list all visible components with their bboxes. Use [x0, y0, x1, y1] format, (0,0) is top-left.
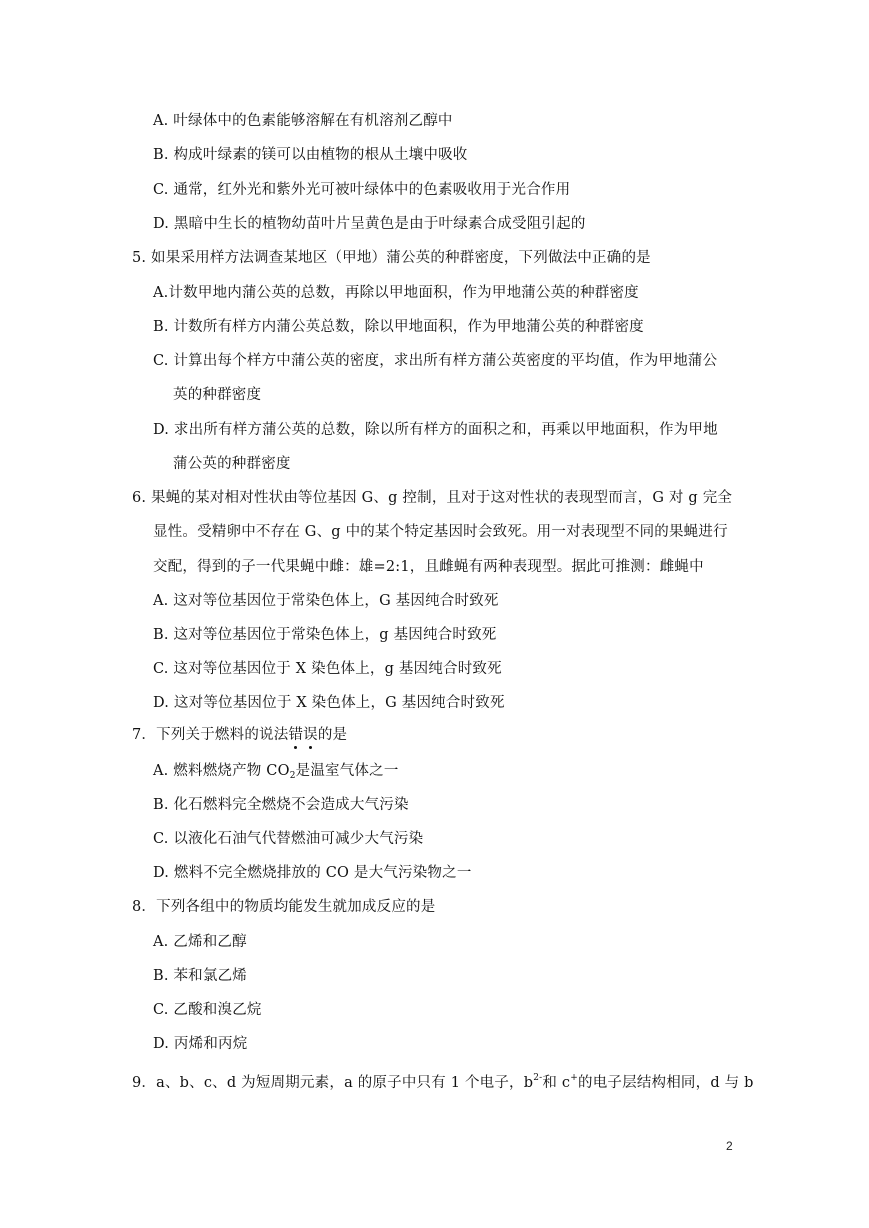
q6-stem-line1: 6. 果蝇的某对相对性状由等位基因 G、g 控制，且对于这对性状的表现型而言，G 对 g 完全 [132, 490, 733, 506]
q8-stem: 8．下列各组中的物质均能发生就加成反应的是 [132, 899, 436, 915]
q9-stem-mid: 和 c [542, 1075, 571, 1091]
b-charge-superscript: 2- [533, 1073, 543, 1083]
q6-option-b: B. 这对等位基因位于常染色体上，g 基因纯合时致死 [153, 627, 497, 643]
q8-option-c: C. 乙酸和溴乙烷 [153, 1002, 262, 1018]
q6-option-d: D. 这对等位基因位于 X 染色体上，G 基因纯合时致死 [153, 695, 505, 711]
q6-option-c: C. 这对等位基因位于 X 染色体上，g 基因纯合时致死 [153, 661, 502, 677]
q7-option-a-post: 是温室气体之一 [295, 763, 399, 779]
q8-option-a: A. 乙烯和乙醇 [153, 934, 247, 950]
page-number: 2 [726, 1139, 733, 1153]
q9-stem [132, 1068, 754, 1093]
q5-option-a: A.计数甲地内蒲公英的总数，再除以甲地面积，作为甲地蒲公英的种群密度 [153, 285, 639, 301]
q4-option-b: B. 构成叶绿素的镁可以由植物的根从土壤中吸收 [153, 147, 468, 163]
c-charge-superscript: + [570, 1073, 579, 1083]
emphasis-dot-1: 错 [288, 727, 304, 743]
q6-stem-line3: 交配，得到的子一代果蝇中雌：雄=2:1，且雌蝇有两种表现型。据此可推测：雌蝇中 [153, 559, 704, 575]
q9-stem-pre: 9．a、b、c、d 为短周期元素，a 的原子中只有 1 个电子，b [132, 1075, 534, 1091]
q5-option-c-line2: 英的种群密度 [173, 387, 262, 403]
q4-option-c: C. 通常，红外光和紫外光可被叶绿体中的色素吸收用于光合作用 [153, 182, 571, 198]
q7-stem-pre: 7．下列关于燃料的说法 [132, 727, 289, 743]
q7-option-a [153, 761, 399, 786]
q9-stem-post: 的电子层结构相同，d 与 b [578, 1075, 754, 1091]
q7-stem [132, 725, 347, 745]
q8-option-b: B. 苯和氯乙烯 [153, 968, 247, 984]
q5-option-d-line2: 蒲公英的种群密度 [173, 456, 291, 472]
q7-stem-post: 的是 [317, 727, 348, 743]
q7-option-a-pre: A. 燃料燃烧产物 CO [153, 763, 290, 779]
q4-option-d: D. 黑暗中生长的植物幼苗叶片呈黄色是由于叶绿素合成受阻引起的 [153, 216, 586, 232]
q7-option-c: C. 以液化石油气代替燃油可减少大气污染 [153, 831, 424, 847]
q5-option-b: B. 计数所有样方内蒲公英总数，除以甲地面积，作为甲地蒲公英的种群密度 [153, 319, 644, 335]
q8-option-d: D. 丙烯和丙烷 [153, 1036, 248, 1052]
co2-subscript: 2 [289, 771, 296, 781]
q7-option-b: B. 化石燃料完全燃烧不会造成大气污染 [153, 797, 409, 813]
q5-stem: 5. 如果采用样方法调查某地区（甲地）蒲公英的种群密度，下列做法中正确的是 [132, 250, 651, 266]
q4-option-a: A. 叶绿体中的色素能够溶解在有机溶剂乙醇中 [153, 113, 453, 129]
q6-option-a: A. 这对等位基因位于常染色体上，G 基因纯合时致死 [153, 593, 499, 609]
q7-option-d: D. 燃料不完全燃烧排放的 CO 是大气污染物之一 [153, 865, 472, 881]
q5-option-c-line1: C. 计算出每个样方中蒲公英的密度，求出所有样方蒲公英密度的平均值，作为甲地蒲公 [153, 353, 718, 369]
q6-stem-line2: 显性。受精卵中不存在 G、g 中的某个特定基因时会致死。用一对表现型不同的果蝇进行 [153, 524, 728, 540]
emphasis-dot-2: 误 [303, 727, 318, 743]
q5-option-d-line1: D. 求出所有样方蒲公英的总数，除以所有样方的面积之和，再乘以甲地面积，作为甲地 [153, 422, 718, 438]
